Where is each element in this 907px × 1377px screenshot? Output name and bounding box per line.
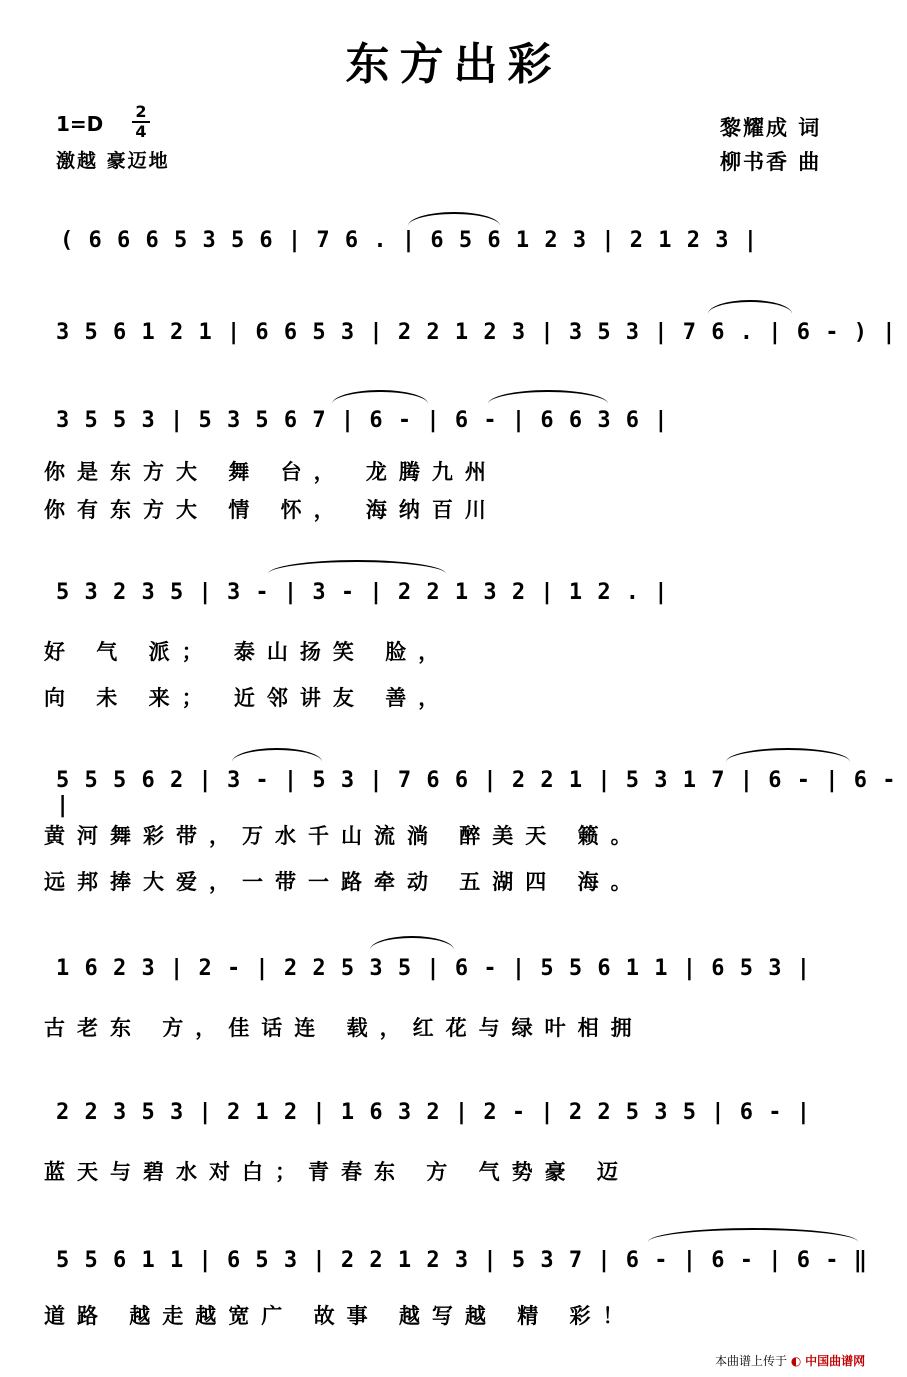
notes-line: 5 5 6 1 1 | 6 5 3 | 2 2 1 2 3 | 5 3 7 | 6 - | 6 - | 6 - ‖ [56, 1248, 868, 1273]
notes-line: 3 5 5 3 | 5 3 5 6 7 | 6 - | 6 - | 6 6 3 6 | [56, 408, 669, 433]
notes-line: 5 5 5 6 2 | 3 - | 5 3 | 7 6 6 | 2 2 1 | 5 3 1 7 | 6 - | 6 - | [56, 768, 897, 818]
lyric-verse-2: 你有东方大 情 怀， 海纳百川 [44, 498, 498, 522]
notes-line: ( 6 6 6 5 3 5 6 | 7 6 . | 6 5 6 1 2 3 | 2 1 2 3 | [60, 228, 759, 253]
footer-brand: 中国曲谱网 [805, 1354, 866, 1368]
notes-line: 3 5 6 1 2 1 | 6 6 5 3 | 2 2 1 2 3 | 3 5 3 | 7 6 . | 6 - ) | [56, 320, 897, 345]
lyric-verse-1: 蓝天与碧水对白；青春东 方 气势豪 迈 [44, 1160, 630, 1184]
lyric-verse-1: 你是东方大 舞 台， 龙腾九州 [44, 460, 498, 484]
tempo-marking: 激越 豪迈地 [56, 150, 170, 172]
lyric-verse-1: 黄河舞彩带，万水千山流淌 醉美天 籁。 [44, 824, 644, 848]
slur-mark [232, 748, 322, 762]
composer-credit: 柳书香 曲 [720, 150, 822, 174]
slur-mark [648, 1228, 858, 1242]
meter-bottom: 4 [135, 122, 147, 141]
lyric-verse-1: 古老东 方，佳话连 载，红花与绿叶相拥 [44, 1016, 644, 1040]
slur-mark [268, 560, 446, 574]
notes-line: 5 3 2 3 5 | 3 - | 3 - | 2 2 1 3 2 | 1 2 . | [56, 580, 669, 605]
lyric-verse-1: 道路 越走越宽广 故事 越写越 精 彩！ [44, 1304, 636, 1328]
slur-mark [708, 300, 792, 314]
meter-top: 2 [135, 102, 147, 121]
footer-credit [715, 1352, 865, 1369]
slur-mark [332, 390, 428, 404]
slur-mark [408, 212, 500, 226]
time-signature [132, 104, 150, 140]
site-logo-icon: ◐ [790, 1354, 802, 1368]
lyricist-credit: 黎耀成 词 [720, 116, 822, 140]
page-title: 东方出彩 [345, 39, 562, 90]
key-signature: 1=D [56, 112, 104, 136]
lyric-verse-2: 远邦捧大爱，一带一路牵动 五湖四 海。 [44, 870, 644, 894]
lyric-verse-1: 好 气 派； 泰山扬笑 脸， [44, 640, 452, 664]
footer-prefix: 本曲谱上传于 [715, 1354, 788, 1368]
notes-line: 2 2 3 5 3 | 2 1 2 | 1 6 3 2 | 2 - | 2 2 5 3 5 | 6 - | [56, 1100, 811, 1125]
notes-line: 1 6 2 3 | 2 - | 2 2 5 3 5 | 6 - | 5 5 6 1 1 | 6 5 3 | [56, 956, 811, 981]
slur-mark [726, 748, 850, 762]
slur-mark [488, 390, 608, 404]
slur-mark [370, 936, 454, 950]
lyric-verse-2: 向 未 来； 近邻讲友 善， [44, 686, 452, 710]
